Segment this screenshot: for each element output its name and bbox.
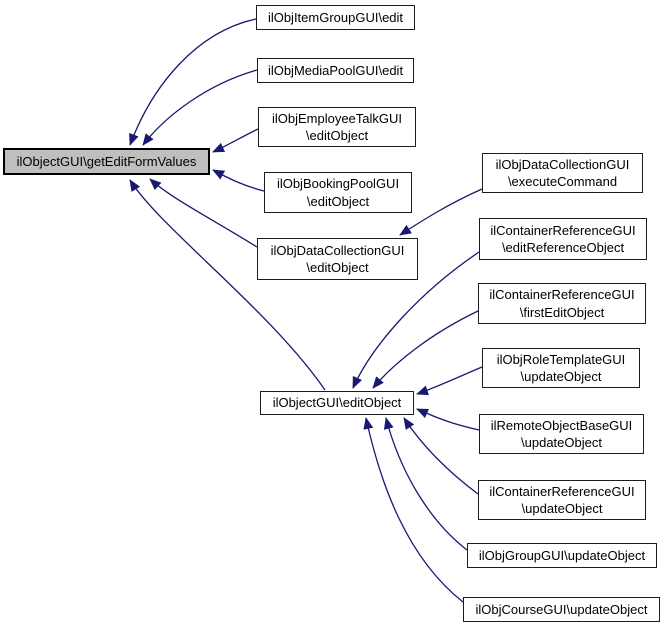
node-label: \updateObject xyxy=(521,435,602,450)
node-data-collection-edit-object[interactable] xyxy=(257,238,418,280)
node-label: \updateObject xyxy=(520,369,602,384)
node-group-update-object[interactable] xyxy=(467,543,657,568)
node-label: ilContainerReferenceGUI xyxy=(489,287,635,303)
node-container-reference-first-edit-object[interactable] xyxy=(478,283,646,324)
node-label: ilObjDataCollectionGUI xyxy=(270,242,405,258)
node-label: ilObjectGUI\editObject xyxy=(272,395,402,411)
node-label: ilObjRoleTemplateGUI xyxy=(496,351,626,367)
node-remote-object-base-update-object[interactable] xyxy=(479,414,644,454)
edge-item-group-edit-to-get-edit-form-values xyxy=(130,19,256,145)
node-label: ilObjItemGroupGUI\edit xyxy=(267,9,404,25)
node-label: ilRemoteObjectBaseGUI xyxy=(490,417,633,433)
node-label: ilObjMediaPoolGUI\edit xyxy=(267,62,404,78)
node-media-pool-edit[interactable] xyxy=(257,58,414,83)
node-object-gui-edit-object[interactable] xyxy=(260,391,414,415)
node-label: ilContainerReferenceGUI xyxy=(490,222,636,238)
node-container-reference-edit-reference-object[interactable] xyxy=(479,218,647,260)
node-label: \updateObject xyxy=(521,501,603,516)
node-label: ilContainerReferenceGUI xyxy=(489,483,635,499)
node-employee-talk-edit-object[interactable] xyxy=(258,107,416,147)
node-label: \editObject xyxy=(306,260,369,275)
node-label: ilObjCourseGUI\updateObject xyxy=(475,601,648,617)
node-label: \editObject xyxy=(306,193,370,209)
node-role-template-update-object[interactable] xyxy=(482,348,640,388)
node-label: \firstEditObject xyxy=(519,304,605,320)
node-label: \executeCommand xyxy=(507,174,618,189)
node-course-update-object[interactable] xyxy=(463,597,660,622)
node-label: ilObjDataCollectionGUI xyxy=(495,156,630,172)
edge-container-reference-first-edit-object-to-object-gui-edit-object xyxy=(373,311,478,388)
node-label: \editReferenceObject xyxy=(501,240,625,255)
edge-course-update-object-to-object-gui-edit-object xyxy=(366,418,463,602)
edge-group-update-object-to-object-gui-edit-object xyxy=(386,418,467,550)
edge-data-collection-edit-object-to-get-edit-form-values xyxy=(150,179,257,247)
node-item-group-edit[interactable] xyxy=(256,5,415,30)
edge-employee-talk-edit-object-to-get-edit-form-values xyxy=(213,129,258,152)
edge-role-template-update-object-to-object-gui-edit-object xyxy=(417,367,482,394)
node-data-collection-execute-command[interactable] xyxy=(482,153,643,193)
node-booking-pool-edit-object[interactable] xyxy=(264,172,412,213)
edge-booking-pool-edit-object-to-get-edit-form-values xyxy=(213,170,264,191)
node-label: ilObjGroupGUI\updateObject xyxy=(478,547,646,563)
edge-data-collection-execute-command-to-data-collection-edit-object xyxy=(400,189,482,235)
node-label: ilObjEmployeeTalkGUI xyxy=(271,110,403,126)
node-container-reference-update-object[interactable] xyxy=(478,480,646,520)
node-label: \editObject xyxy=(305,128,369,143)
edge-remote-object-base-update-object-to-object-gui-edit-object xyxy=(417,409,479,430)
node-label: ilObjBookingPoolGUI xyxy=(276,176,400,192)
node-label: ilObjectGUI\getEditFormValues xyxy=(16,153,197,169)
edge-media-pool-edit-to-get-edit-form-values xyxy=(143,70,257,145)
node-get-edit-form-values xyxy=(3,148,210,175)
edge-container-reference-update-object-to-object-gui-edit-object xyxy=(404,418,478,494)
